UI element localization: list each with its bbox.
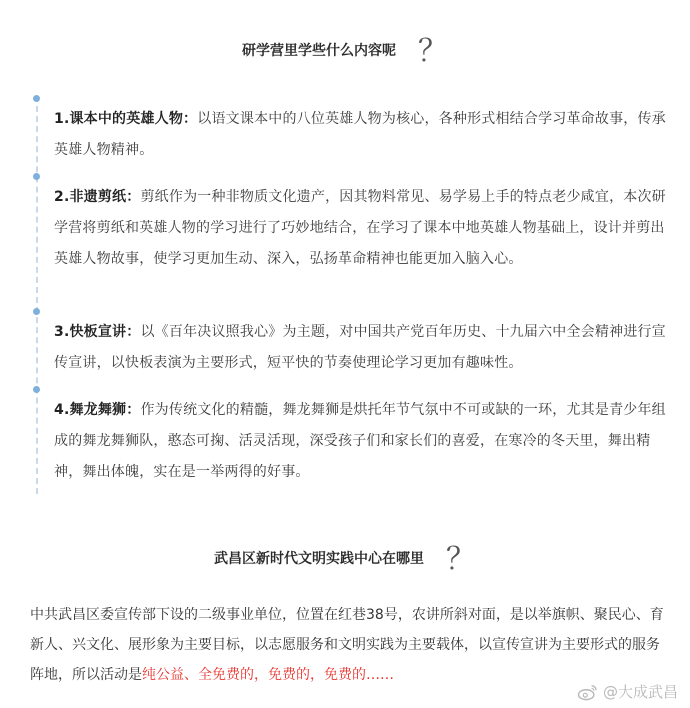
item-body: 以《百年决议照我心》为主题，对中国共产党百年历史、十九届六中全会精神进行宣传宣讲，以快板表演为主要形式，短平快的节奏使理论学习更加有趣味性。 [54, 324, 666, 371]
section2-heading-text: 武昌区新时代文明实践中心在哪里 [214, 551, 424, 567]
item-title: 1.课本中的英雄人物： [54, 111, 198, 127]
list-item [54, 182, 674, 275]
timeline-dot [33, 95, 40, 102]
list-item [54, 317, 674, 379]
timeline-dot [33, 386, 40, 393]
question-mark-icon: ？ [446, 542, 476, 577]
timeline-line [36, 96, 38, 494]
section1-heading-text: 研学营里学些什么内容呢 [242, 43, 396, 59]
item-body: 剪纸作为一种非物质文化遗产，因其物料常见、易学易上手的特点老少咸宜，本次研学营将剪纸和英雄人物的学习进行了巧妙地结合，在学习了课本中地英雄人物基础上，设计并剪出英雄人物故事，使学习更加生动、深入，弘扬革命精神也能更加入脑入心。 [54, 189, 666, 267]
list-item [54, 395, 674, 488]
free-highlight: 纯公益、全免费的，免费的，免费的…… [142, 667, 394, 683]
list-item [54, 104, 674, 166]
center-info-paragraph [30, 600, 670, 690]
item-title: 2.非遗剪纸： [54, 189, 141, 205]
timeline-dot [33, 173, 40, 180]
timeline-dot [33, 308, 40, 315]
section2-heading [0, 534, 690, 578]
watermark [577, 681, 678, 702]
item-body: 作为传统文化的精髓，舞龙舞狮是烘托年节气氛中不可或缺的一环，尤其是青少年组成的舞龙舞狮队，憨态可掬、活灵活现，深受孩子们和家长们的喜爱，在寒冷的冬天里，舞出精神，舞出体魄，实在是一举两得的好事。 [54, 402, 666, 480]
question-mark-icon: ？ [418, 34, 448, 69]
item-title: 3.快板宣讲： [54, 324, 141, 340]
info-text: 中共武昌区委宣传部下设的二级事业单位，位置在红巷38号，农讲所斜对面，是以举旗帜、聚民心、育新人、兴文化、展形象为主要目标，以志愿服务和文明实践为主要载体，以宣传宣讲为主要形式的服务阵地，所以活动是 [30, 607, 664, 683]
watermark-text: @大成武昌 [602, 683, 678, 701]
section1-heading [0, 26, 690, 70]
item-body: 以语文课本中的八位英雄人物为核心，各种形式相结合学习革命故事，传承英雄人物精神。 [54, 111, 666, 158]
item-title: 4.舞龙舞狮： [54, 402, 141, 418]
weibo-icon [577, 683, 599, 701]
